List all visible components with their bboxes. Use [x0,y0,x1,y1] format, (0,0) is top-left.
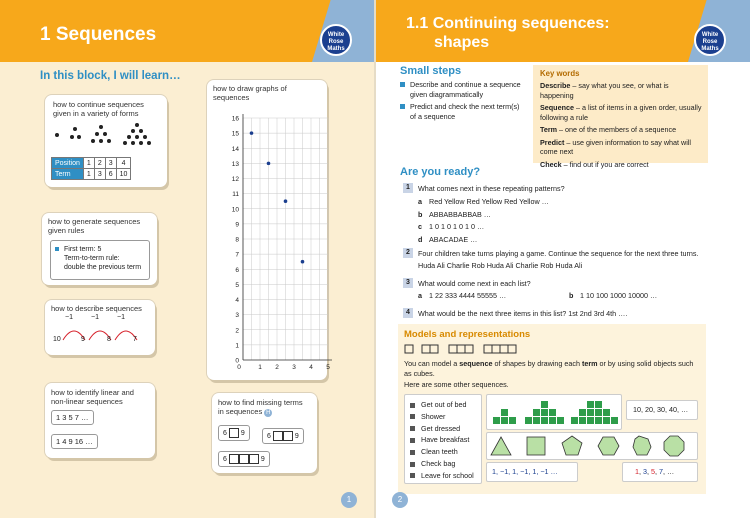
models-panel [398,324,706,494]
question-3-part-b: b 1 10 100 1000 10000 … [569,291,658,300]
alternating-box [486,462,578,482]
card-title: how to find missing terms in sequences [218,398,303,416]
term: 8 [107,336,111,343]
question-4-text: What would be the next three items in this list? 1st 2nd 3rd 4th …. [418,309,628,318]
card-graphs-of-sequences [207,80,330,380]
term: 7 [133,336,137,343]
shapes-box [486,432,698,460]
lesson-banner [376,0,750,62]
lesson-title: 1.1 Continuing sequences: shapes [406,15,610,51]
routine-item: Check bag [421,458,456,468]
x-tick-label: 5 [326,364,330,371]
card-generate-sequences [42,213,157,285]
missing-terms-row: 6 9 [262,428,304,444]
data-point [267,162,271,166]
routine-item: Leave for school [421,470,474,480]
y-tick-label: 4 [235,297,239,304]
question-number: 1 [403,183,413,193]
data-point [250,131,254,135]
term: 10 [53,336,61,343]
y-tick-label: 12 [231,176,239,183]
card-describe-sequences [45,300,155,355]
missing-terms-row: 6 9 [218,451,270,467]
are-you-ready-heading: Are you ready? [400,166,481,178]
routine-item: Clean teeth [421,447,458,457]
higher-badge: H [266,410,271,416]
routine-item: Get out of bed [421,400,467,409]
routine-list-box [404,394,482,484]
y-tick-label: 0 [235,357,239,365]
step-label: −1 [91,314,99,321]
card-linear-sequences [45,383,155,458]
x-tick-label: 1 [258,364,262,371]
white-rose-maths-logo: White Rose Maths [694,24,726,56]
question-1-text: What comes next in these repeating patterns? [418,184,565,193]
numbers-box [626,400,698,420]
data-point [284,199,288,203]
small-steps-heading: Small steps [400,65,462,77]
y-tick-label: 13 [231,160,239,168]
square-sequence [404,344,564,356]
page-number: 2 [392,492,408,508]
card-missing-terms [212,393,317,473]
white-rose-maths-logo: White Rose Maths [320,24,352,56]
polygon-sequence [487,433,697,459]
block-intro-heading: In this block, I will learn… [40,70,181,82]
step-label: −1 [65,314,73,321]
key-words-heading: Key words [540,69,580,78]
x-tick-label: 4 [309,364,313,371]
y-tick-label: 5 [235,281,239,289]
rule-box [50,240,150,280]
question-number: 4 [403,308,413,318]
card-continue-sequences [45,95,167,187]
question-number: 2 [403,248,413,258]
question-number: 3 [403,278,413,288]
question-1-parts: a Red Yellow Red Yellow Red Yellow … b ABBABBABBAB … c 1 0 1 0 1 0 1 0 … d ABACADAE … [418,197,549,244]
page-number: 1 [341,492,357,508]
missing-terms-row: 6 9 [218,425,250,441]
key-words-list: Describe – say what you see, or what is happening Sequence – a list of items in a given order, usually following a rule Term – one of the members of a sequence Predict – use given information to say what will come next Check – find out if you are correct [540,81,702,169]
question-3-part-a: a 1 22 333 4444 55555 … [418,291,507,300]
x-tick-label: 2 [275,364,279,371]
linear-sequence: 1 3 5 7 … [51,410,94,425]
data-point [301,260,305,264]
y-tick-label: 3 [235,312,239,320]
nonlinear-sequence: 1 4 9 16 … [51,434,98,449]
key-words-box [533,65,708,169]
alternating-sequence: 1, −1, 1, −1, 1, −1 … [492,467,558,476]
routine-item: Shower [421,411,446,421]
x-tick-label: 3 [292,364,296,371]
question-2-text: Four children take turns playing a game. Continue the sequence for the next three turns. [418,249,699,258]
y-tick-label: 6 [235,266,239,274]
chapter-title: 1 Sequences [40,24,157,45]
question-2-sequence: Huda Ali Charlie Rob Huda Ali Charlie Rob Huda Ali [418,261,583,270]
y-tick-label: 14 [231,145,239,153]
models-heading: Models and representations [404,329,531,340]
y-tick-label: 15 [231,130,239,138]
right-page [376,0,750,518]
y-tick-label: 11 [232,191,239,199]
green-cubes-box [486,394,622,430]
card-title: how to describe sequences [51,304,142,313]
y-tick-label: 8 [235,236,239,244]
odd-numbers-box [622,462,698,482]
models-text-2: Here are some other sequences. [404,380,509,389]
routine-item: Have breakfast [421,435,470,445]
chapter-banner [0,0,374,62]
describe-arrows [45,314,155,354]
green-cube-sequence [487,395,621,429]
step-label: −1 [117,314,125,321]
y-tick-label: 7 [235,251,239,259]
models-text: You can model a sequence of shapes by drawing each term or by using solid objects such as cubes. [404,359,694,378]
odd-sequence: 1, 3, 5, 7, … [635,467,675,476]
small-steps-list: Describe and continue a sequence given diagrammatically Predict and check the next term(s) of a sequence [400,80,525,121]
question-3-text: What would come next in each list? [418,279,531,288]
rule-text: double the previous term [64,264,142,271]
first-term: First term: 5 [64,246,102,253]
y-tick-label: 10 [231,206,239,214]
y-tick-label: 2 [235,327,239,335]
sequence-graph [207,102,330,377]
card-title: how to draw graphs of sequences [213,84,287,102]
position-term-table: Position 1 2 3 4 Term 1 3 6 10 [51,157,131,180]
left-page [0,0,374,518]
x-tick-label: 0 [237,364,241,371]
term: 9 [81,336,85,343]
card-title: how to identify linear and non-linear sequences [51,388,134,406]
card-title: how to generate sequences given rules [48,217,141,235]
card-title: how to continue sequences given in a variety of forms [53,100,144,118]
routine-item: Get dressed [421,423,461,433]
rule-label: Term-to-term rule: [64,255,120,262]
y-tick-label: 1 [235,342,239,350]
y-tick-label: 9 [235,221,239,229]
y-tick-label: 16 [231,115,239,123]
tens-sequence: 10, 20, 30, 40, … [633,405,689,414]
